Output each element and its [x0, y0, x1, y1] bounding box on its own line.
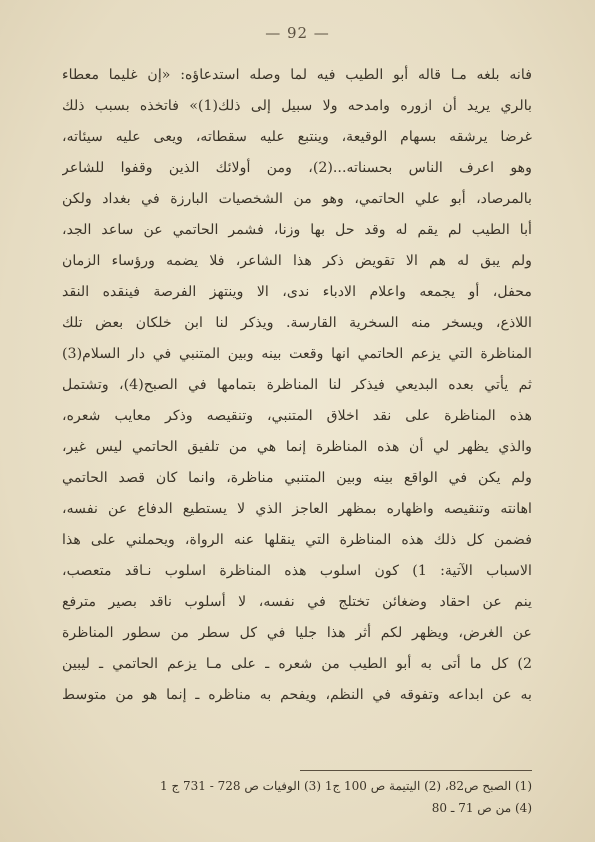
footnote: (4) من ص 71 ـ 80: [431, 801, 532, 815]
text-line: عن الغرض، ويظهر لكم أثر هذا جليا في كل سطر من سطور المناظرة: [62, 625, 532, 641]
footnotes: [62, 775, 532, 819]
text-line: بالري يريد أن ازوره وامدحه ولا سبيل إلى ذلك(1)» فاتخذه بسبب ذلك: [62, 98, 532, 114]
text-line: بالمرصاد، أبو علي الحاتمي، وهو من الشخصيات البارزة في بغداد ولكن: [62, 191, 532, 207]
text-line: ولم يكن في الواقع بينه وبين المتنبي مناظرة، وانما كان قصد الحاتمي: [62, 470, 532, 486]
text-line: المناظرة التي يزعم الحاتمي انها وقعت بينه وبين المتنبي في دار السلام(3): [62, 346, 532, 362]
text-line: أبا الطيب لم يقم له وقد حل بها وزنا، فشمر الحاتمي عن ساعد الجد،: [62, 222, 532, 238]
text-line: 2) كل ما أتى به أبو الطيب من شعره ـ على مـا يزعم الحاتمي ـ ليبين: [62, 656, 532, 672]
text-line: فانه بلغه مـا قاله أبو الطيب فيه لما وصله استدعاؤه: «إن غليما معطاء: [62, 67, 532, 83]
text-line: الاسباب الآتية: 1) كون اسلوب هذه المناظرة اسلوب نـاقد متعصب،: [62, 563, 532, 579]
text-line: محفل، أو يجمعه واعلام الادباء ندى، الا وينتهز الفرصة فينقده النقد: [62, 284, 532, 300]
body-text: [62, 60, 532, 711]
text-line: به عن ابداعه وتفوقه في النظم، ويفحم به مناظره ـ إنما هو من متوسط: [62, 687, 532, 703]
text-line: ثم يأتي بعده البديعي فيذكر لنا المناظرة بتمامها في الصبح(4)، وتشتمل: [62, 377, 532, 393]
page-number: — 92 —: [265, 24, 330, 42]
text-line: ينم عن احقاد وضغائن تختلج في نفسه، لا أسلوب ناقد بصير مترفع: [62, 594, 532, 610]
text-line: اهانته وتنقيصه واظهاره بمظهر العاجز الذي لا يستطيع الدفاع عن نفسه،: [62, 501, 532, 517]
footnote-divider: [300, 770, 532, 771]
text-line: غرضا يرشقه بسهام الوقيعة، وينتبع عليه سقطاته، ويعى عليه سيئاته،: [62, 129, 532, 145]
text-line: فضمن كل ذلك هذه المناظرة التي ينقلها عنه الرواة، ويحملني على هذا: [62, 532, 532, 548]
text-line: وهو اعرف الناس بحسناته...(2)، ومن أولائك الذين وقفوا للشاعر: [62, 160, 532, 176]
text-line: هذه المناظرة على نقد اخلاق المتنبي، وتنقيصه وذكر معايب شعره،: [62, 408, 532, 424]
text-line: ولم يبق له هم الا تقويض ذكر هذا الشاعر، فلا يضمه ورؤساء الزمان: [62, 253, 532, 269]
footnote: (1) الصبح ص82، (2) اليتيمة ص 100 ج1 (3) الوفيات ص 728 - 731 ج 1: [160, 779, 532, 793]
text-line: والذي يظهر لي أن هذه المناظرة إنما هي من تلفيق الحاتمي ليس غير،: [62, 439, 532, 455]
text-line: اللاذع، ويسخر منه السخرية القارسة. ويذكر لنا ابن خلكان بعض تلك: [62, 315, 532, 331]
